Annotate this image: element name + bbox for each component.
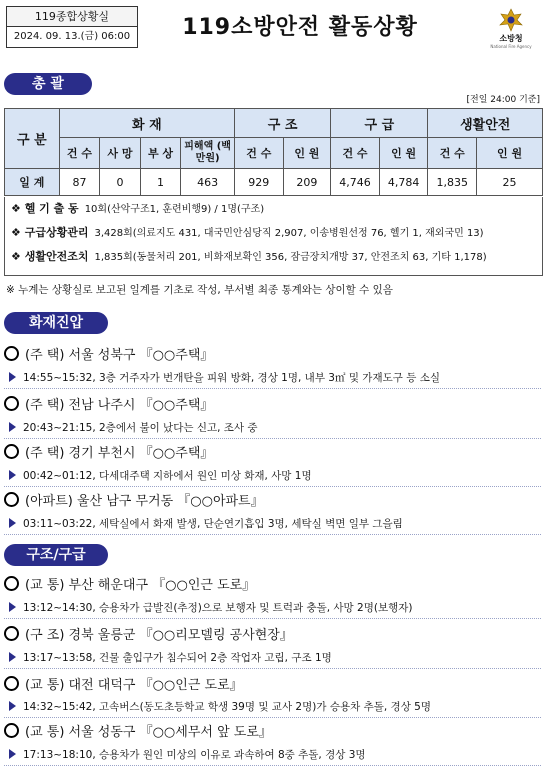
circle-bullet-icon (4, 492, 19, 507)
section-rescue-header: 구조/구급 (4, 544, 108, 566)
info-key: ❖ 생활안전조치 (11, 250, 89, 263)
subheader: 사 망 (100, 138, 141, 169)
incident-detail-text: 17:13~18:10, 승용차가 원인 미상의 이유로 과속하여 8중 추돌, 경상 3명 (23, 749, 366, 761)
incident-detail-text: 13:17~13:58, 건물 출입구가 침수되어 2층 작업자 고립, 구조 1명 (23, 652, 332, 664)
info-text: 1,835회(동물처리 201, 비화재보확인 356, 잠금장치개방 37, 안전조치 63, 기타 1,178) (94, 252, 487, 263)
incident-detail-text: 00:42~01:12, 다세대주택 지하에서 원인 미상 화재, 사망 1명 (23, 470, 312, 482)
info-line-life-safety (5, 245, 542, 269)
row-header-label: 구 분 (5, 109, 60, 169)
fire-incident-detail (4, 368, 541, 389)
logo-subtext: National Fire Agency (490, 44, 532, 49)
summary-info-block (4, 197, 543, 276)
incident-title-text: (교 통) 대전 대덕구 『○○인근 도로』 (25, 678, 243, 693)
subheader: 인 원 (379, 138, 428, 169)
info-text: 3,428회(의료지도 431, 대국민안심당직 2,907, 이송병원선정 76, 헬기 1, 재외국민 13) (94, 228, 484, 239)
rescue-incident-detail (4, 648, 541, 669)
fire-incident-title (4, 394, 213, 413)
rescue-incident-title (4, 574, 255, 593)
group-ems: 구 급 (331, 109, 428, 138)
incident-detail-text: 13:12~14:30, 승용차가 급발진(추정)으로 보행자 및 트럭과 충돌, 사망 2명(보행자) (23, 602, 413, 614)
circle-bullet-icon (4, 576, 19, 591)
subheader: 인 원 (477, 138, 543, 169)
table-cell: 929 (234, 169, 283, 196)
incident-title-text: (주 택) 서울 성북구 『○○주택』 (25, 348, 214, 363)
page-title: 119소방안전 활동상황 (182, 15, 418, 40)
group-life-safety: 생활안전 (428, 109, 543, 138)
triangle-bullet-icon (9, 749, 16, 759)
info-key: ❖ 헬 기 출 동 (11, 202, 79, 215)
circle-bullet-icon (4, 626, 19, 641)
subheader: 건 수 (428, 138, 477, 169)
group-fire: 화 재 (59, 109, 234, 138)
fire-incident-title (4, 344, 213, 363)
rescue-incident-title (4, 674, 243, 693)
table-cell: 209 (283, 169, 331, 196)
section-summary-header: 총 괄 (4, 73, 92, 95)
triangle-bullet-icon (9, 470, 16, 480)
triangle-bullet-icon (9, 701, 16, 711)
incident-title-text: (주 택) 경기 부천시 『○○주택』 (25, 446, 214, 461)
table-cell: 4,784 (379, 169, 428, 196)
summary-table (4, 108, 543, 196)
rescue-incident-detail (4, 697, 541, 718)
table-cell: 463 (181, 169, 235, 196)
info-key: ❖ 구급상황관리 (11, 226, 89, 239)
subheader: 인 원 (283, 138, 331, 169)
footnote: ※ 누계는 상황실로 보고된 일계를 기초로 작성, 부서별 최종 통계와는 상이할 수 있음 (6, 284, 393, 296)
time-note: [전일 24:00 기준] (466, 95, 540, 105)
subheader: 피해액 (백만원) (181, 138, 235, 169)
circle-bullet-icon (4, 723, 19, 738)
incident-title-text: (구 조) 경북 울릉군 『○○리모델링 공사현장』 (25, 628, 293, 643)
info-text: 10회(산악구조1, 훈련비행9) / 1명(구조) (84, 204, 265, 215)
subheader: 건 수 (234, 138, 283, 169)
subheader: 부 상 (140, 138, 181, 169)
section-fire-header: 화재진압 (4, 312, 108, 334)
rescue-incident-detail (4, 745, 541, 766)
circle-bullet-icon (4, 396, 19, 411)
info-line-ems-management (5, 221, 542, 245)
incident-detail-text: 03:11~03:22, 세탁실에서 화재 발생, 단순연기흡입 3명, 세탁실 벽면 일부 그을림 (23, 518, 403, 530)
table-cell: 4,746 (331, 169, 380, 196)
incident-detail-text: 14:55~15:32, 3층 거주자가 번개탄을 피워 방화, 경상 1명, 내부 3㎡ 및 가재도구 등 소실 (23, 372, 440, 384)
agency-logo (486, 8, 536, 49)
circle-bullet-icon (4, 444, 19, 459)
incident-title-text: (교 통) 서울 성동구 『○○세무서 앞 도로』 (25, 725, 272, 740)
office-name: 119종합상황실 (7, 7, 137, 27)
subheader: 건 수 (331, 138, 380, 169)
emblem-icon (498, 8, 524, 32)
incident-detail-text: 20:43~21:15, 2층에서 불이 났다는 신고, 조사 중 (23, 422, 258, 434)
incident-title-text: (아파트) 울산 남구 무거동 『○○아파트』 (25, 494, 264, 509)
rescue-incident-detail (4, 598, 541, 619)
triangle-bullet-icon (9, 518, 16, 528)
table-cell: 1,835 (428, 169, 477, 196)
incident-title-text: (교 통) 부산 해운대구 『○○인근 도로』 (25, 578, 256, 593)
incident-detail-text: 14:32~15:42, 고속버스(동도초등학교 학생 39명 및 교사 2명)가 승용차 추돌, 경상 5명 (23, 701, 431, 713)
table-cell: 0 (100, 169, 141, 196)
fire-incident-detail (4, 514, 541, 535)
table-cell: 87 (59, 169, 100, 196)
fire-incident-title (4, 442, 213, 461)
fire-incident-detail (4, 466, 541, 487)
group-rescue: 구 조 (234, 109, 330, 138)
fire-incident-title (4, 490, 264, 509)
rescue-incident-title (4, 624, 293, 643)
triangle-bullet-icon (9, 602, 16, 612)
row-label: 일 계 (5, 169, 60, 196)
triangle-bullet-icon (9, 652, 16, 662)
circle-bullet-icon (4, 676, 19, 691)
circle-bullet-icon (4, 346, 19, 361)
triangle-bullet-icon (9, 422, 16, 432)
info-line-helicopter (5, 197, 542, 221)
header-info-box (6, 6, 138, 48)
rescue-incident-title (4, 721, 272, 740)
logo-text: 소방청 (499, 34, 523, 43)
report-datetime: 2024. 09. 13.(금) 06:00 (13, 31, 131, 42)
triangle-bullet-icon (9, 372, 16, 382)
incident-title-text: (주 택) 전남 나주시 『○○주택』 (25, 398, 214, 413)
fire-incident-detail (4, 418, 541, 439)
table-cell: 25 (477, 169, 543, 196)
subheader: 건 수 (59, 138, 100, 169)
table-cell: 1 (140, 169, 181, 196)
